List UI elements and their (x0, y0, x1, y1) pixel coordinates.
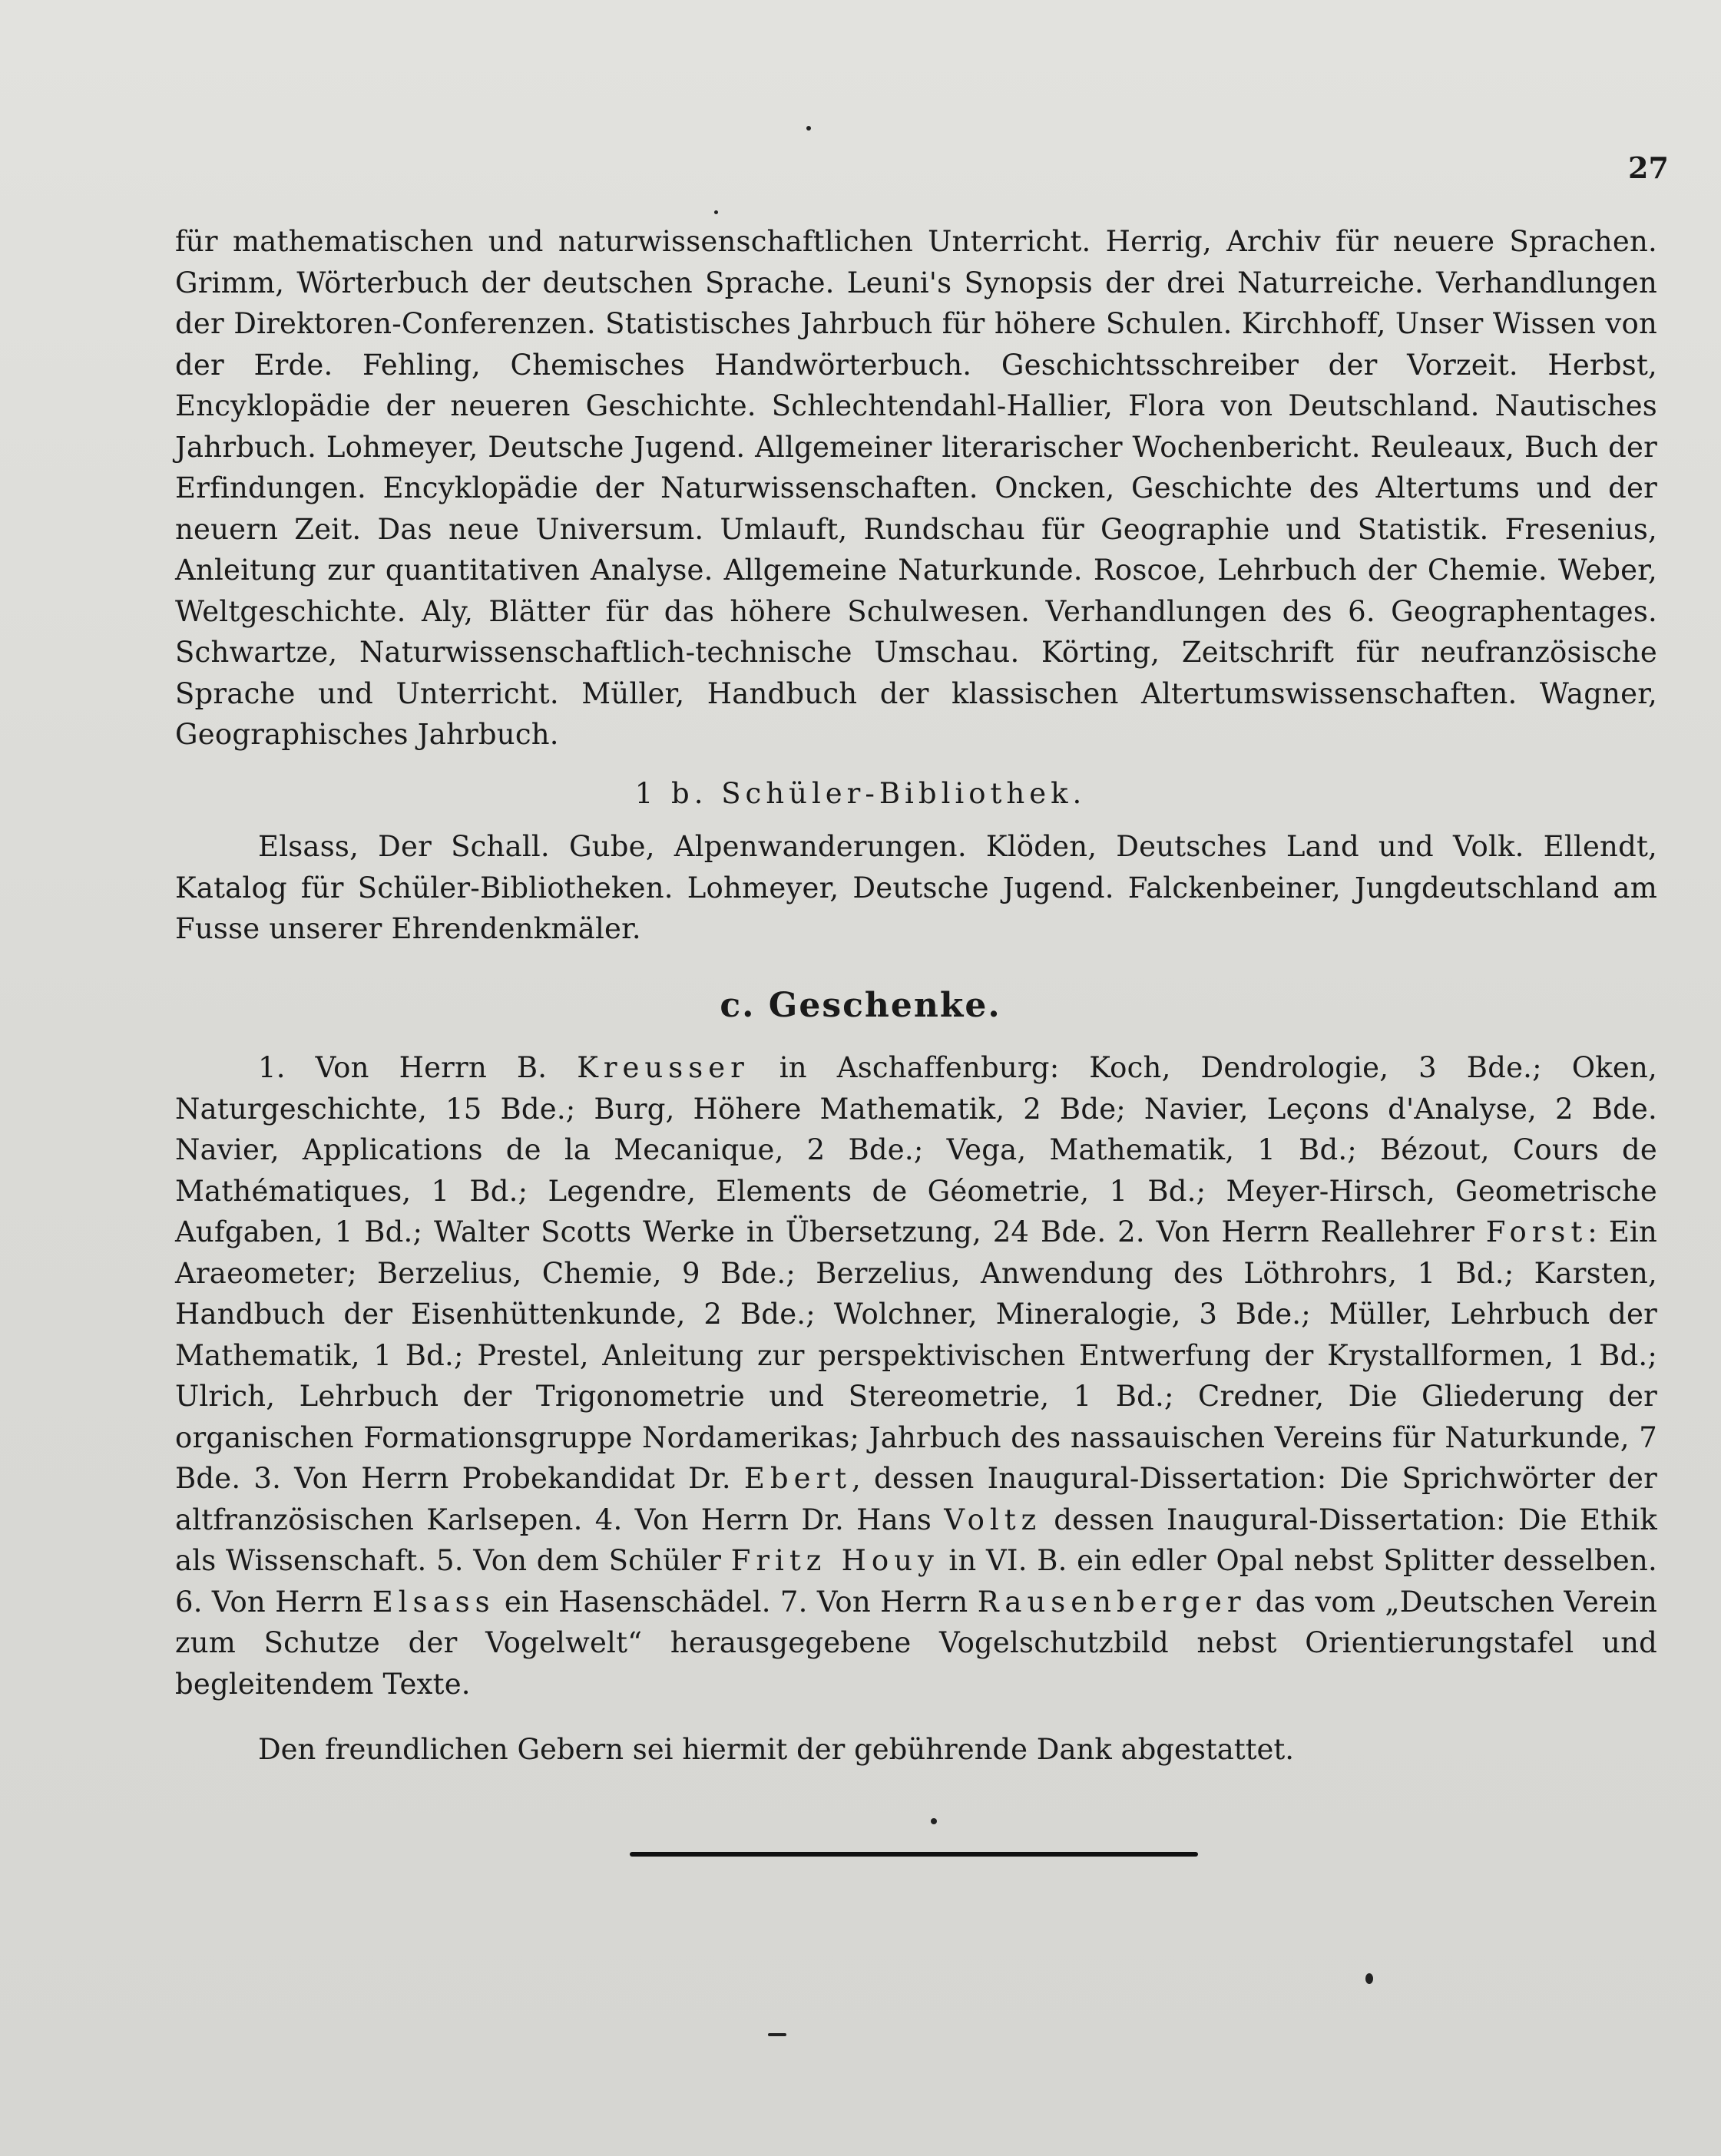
paragraph-1: für mathematischen und naturwissenschaftlichen Unterricht. Herrig, Archiv für neuere Sprachen. Grimm, Wörterbuch der deutschen Sprache. Leuni's Synopsis der drei Naturreiche. Verhandlungen der Direktoren-Conferenzen. Statistisches Jahrbuch für höhere Schulen. Kirchhoff, Unser Wissen von der Erde. Fehling, Chemisches Handwörterbuch. Geschichtsschreiber der Vorzeit. Herbst, Encyklopädie der neueren Geschichte. Schlechtendahl-Hallier, Flora von Deutschland. Nautisches Jahrbuch. Lohmeyer, Deutsche Jugend. Allgemeiner literarischer Wochenbericht. Reuleaux, Buch der Erfindungen. Encyklopädie der Naturwissenschaften. Oncken, Geschichte des Altertums und der neuern Zeit. Das neue Universum. Umlauft, Rundschau für Geographie und Statistik. Fresenius, Anleitung zur quantitativen Analyse. Allgemeine Naturkunde. Roscoe, Lehrbuch der Chemie. Weber, Weltgeschichte. Aly, Blätter für das höhere Schulwesen. Verhandlungen des 6. Geographentages. Schwartze, Naturwissenschaftlich-technische Umschau. Körting, Zeitschrift für neufranzösische Sprache und Unterricht. Müller, Handbuch der klassischen Altertumswissenschaften. Wagner, Geographisches Jahrbuch. (175, 225, 1657, 751)
paragraph-3 (175, 1047, 1657, 1705)
print-speck (806, 126, 811, 131)
closing-line: Den freundlichen Gebern sei hiermit der gebührende Dank abgestattet. (258, 1733, 1295, 1766)
paragraph-2: Elsass, Der Schall. Gube, Alpenwanderungen. Klöden, Deutsches Land und Volk. Ellendt, Katalog für Schüler-Bibliotheken. Lohmeyer, Deutsche Jugend. Falckenbeiner, Jungdeutschland am Fusse unserer Ehrendenkmäler. (175, 830, 1657, 945)
donor-name: Rausenberger (977, 1585, 1246, 1619)
donor-name: Voltz (944, 1503, 1042, 1536)
student-library-paragraph (175, 826, 1657, 950)
donor-name: Fritz Houy (730, 1544, 939, 1577)
donations-text: das vom „Deutschen Verein zum Schutze der Vogelwelt“ herausgegebene Vogelschutzbild nebst Orientierungstafel und begleitendem Texte. (175, 1585, 1658, 1701)
section-heading-schueler-bibliothek: 1 b. Schüler-Bibliothek. (634, 777, 1087, 810)
donor-name: Kreusser (577, 1051, 750, 1084)
donations-text: ein Hasenschädel. 7. Von Herrn (495, 1585, 978, 1619)
donations-text: in VI. B. ein edler Opal nebst Splitter desselben. 6. Von Herrn (175, 1544, 1658, 1619)
donor-name: Forst (1485, 1215, 1588, 1248)
donations-text: , dessen Inaugural-Dissertation: Die Sprichwörter der altfranzösischen Karlsepen. 4. Von Herrn Dr. Hans (175, 1462, 1658, 1536)
donations-text: 1. Von Herrn B. (258, 1051, 578, 1084)
print-speck (768, 2033, 786, 2036)
donations-text: dessen Inaugural-Dissertation: Die Ethik als Wissenschaft. 5. Von dem Schüler (175, 1503, 1657, 1577)
donations-text: : Ein Araeometer; Berzelius, Chemie, 9 Bde.; Berzelius, Anwendung des Löthrohrs, 1 Bd.; Karsten, Handbuch der Eisenhüttenkunde, 2 Bde.; Wolchner, Mineralogie, 3 Bde.; Müller, Lehrbuch der Mathematik, 1 Bd.; Prestel, Anleitung zur perspektivischen Entwerfung der Krystallformen, 1 Bd.; Ulrich, Lehrbuch der Trigonometrie und Stereometrie, 1 Bd.; Credner, Die Gliederung der organischen Formationsgruppe Nordamerikas; Jahrbuch des nassauischen Vereins für Naturkunde, 7 Bde. 3. Von Herrn Probekandidat Dr. (175, 1215, 1657, 1495)
donations-paragraph (175, 1047, 1657, 1705)
donations-text: in Aschaffenburg: Koch, Dendrologie, 3 Bde.; Oken, Naturgeschichte, 15 Bde.; Burg, Höhere Mathematik, 2 Bde; Navier, Leçons d'Analyse, 2 Bde. Navier, Applications de la Mecanique, 2 Bde.; Vega, Mathematik, 1 Bd.; Bézout, Cours de Mathématiques, 1 Bd.; Legendre, Elements de Géometrie, 1 Bd.; Meyer-Hirsch, Geometrische Aufgaben, 1 Bd.; Walter Scotts Werke in Übersetzung, 24 Bde. 2. Von Herrn Reallehrer (175, 1051, 1657, 1248)
donor-name: Elsass (372, 1585, 495, 1619)
print-speck (714, 210, 718, 214)
donor-name: Ebert (743, 1462, 852, 1495)
page-number: 27 (1628, 150, 1669, 185)
print-speck (1365, 1973, 1373, 1984)
section-heading-geschenke: c. Geschenke. (720, 986, 1001, 1025)
ornament-dot (931, 1818, 937, 1824)
library-acquisitions-paragraph (175, 221, 1657, 756)
closing-rule (630, 1852, 1198, 1857)
